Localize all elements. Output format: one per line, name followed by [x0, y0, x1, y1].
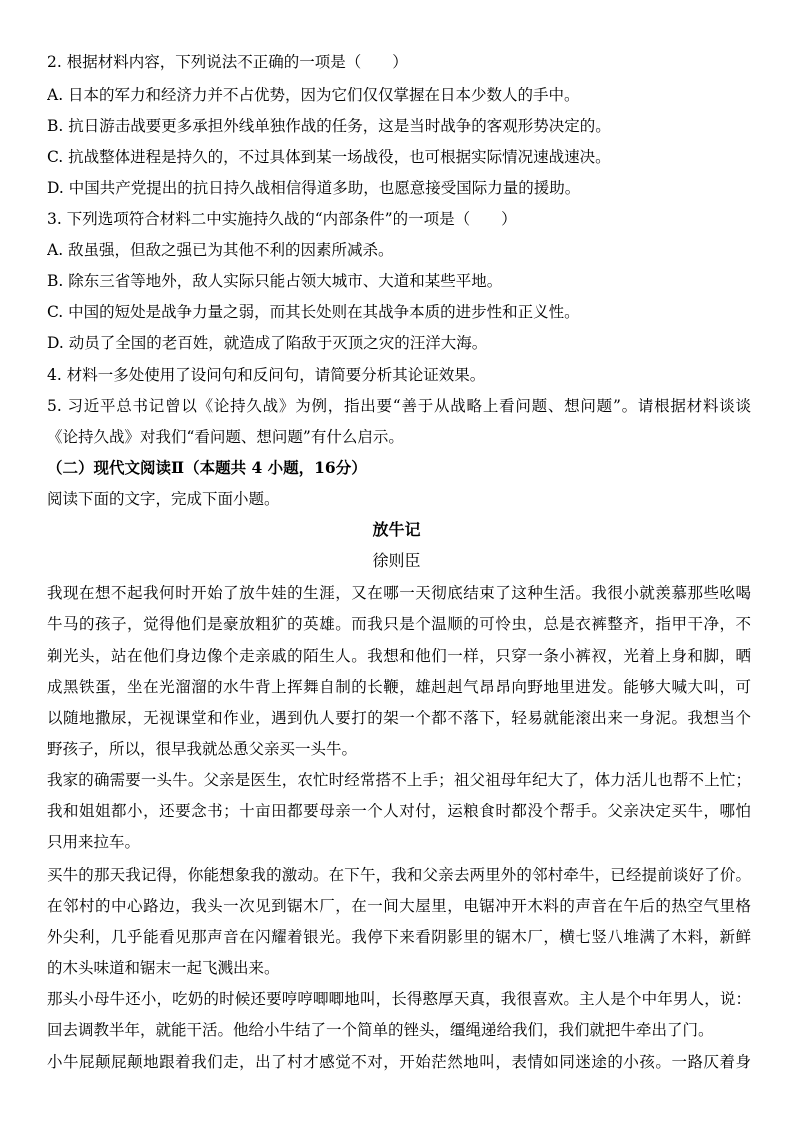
article-line: 只用来拉车。 — [47, 833, 141, 851]
article-line: 回去调教半年，就能干活。他给小牛结了一个简单的锉头，缰绳递给我们，我们就把牛牵出了门。 — [47, 1021, 714, 1039]
question-4: 4. 材料一多处使用了设问句和反问句，请简要分析其论证效果。 — [47, 366, 486, 384]
article-line: 我家的确需要一头牛。父亲是医生，农忙时经常搭不上手；祖父祖母年纪大了，体力活儿也帮不上忙； — [47, 771, 751, 789]
question-2-option-b: B. 抗日游击战要更多承担外线单独作战的任务，这是当时战争的客观形势决定的。 — [47, 117, 611, 135]
article-title: 放牛记 — [372, 520, 421, 539]
article-line: 小牛屁颠屁颠地跟着我们走，出了村才感觉不对，开始茫然地叫，表情如同迷途的小孩。一路仄着身 — [47, 1053, 751, 1071]
question-3-stem: 3. 下列选项符合材料二中实施持久战的“内部条件”的一项是（ ） — [47, 210, 517, 228]
article-line: 的木头味道和锯末一起飞溅出来。 — [47, 959, 280, 977]
section-heading: （二）现代文阅读Ⅱ（本题共 4 小题，16分） — [47, 458, 367, 477]
article-line: 我和姐姐都小，还要念书；十亩田都要母亲一个人对付，运粮食时都没个帮手。父亲决定买牛，哪怕 — [47, 802, 751, 820]
question-3-option-b: B. 除东三省等地外，敌人实际只能占领大城市、大道和某些平地。 — [47, 272, 503, 290]
article-line: 我现在想不起我何时开始了放牛娃的生涯，又在哪一天彻底结束了这种生活。我很小就羡慕那些吆喝 — [47, 584, 751, 602]
question-5-line-1: 5. 习近平总书记曾以《论持久战》为例，指出要“善于从战略上看问题、想问题”。请根据材料谈谈 — [47, 397, 751, 415]
article-author: 徐则臣 — [372, 551, 421, 570]
article-line: 买牛的那天我记得，你能想象我的激动。在下午，我和父亲去两里外的邻村牵牛，已经提前谈好了价。 — [47, 866, 751, 884]
question-3-option-d: D. 动员了全国的老百姓，就造成了陷敌于灭顶之灾的汪洋大海。 — [47, 334, 488, 352]
article-line: 牛马的孩子，觉得他们是豪放粗犷的英雄。而我只是个温顺的可怜虫，总是衣裤整齐，指甲干净，不 — [47, 615, 751, 633]
question-2-option-d: D. 中国共产党提出的抗日持久战相信得道多助，也愿意接受国际力量的援助。 — [47, 179, 581, 197]
article-line: 那头小母牛还小，吃奶的时候还要哼哼唧唧地叫，长得憨厚天真，我很喜欢。主人是个中年男人，说： — [47, 990, 751, 1008]
question-3-option-a: A. 敌虽强，但敌之强已为其他不利的因素所减杀。 — [47, 241, 394, 259]
question-3-option-c: C. 中国的短处是战争力量之弱，而其长处则在其战争本质的进步性和正义性。 — [47, 303, 580, 321]
question-2-option-a: A. 日本的军力和经济力并不占优势，因为它们仅仅掌握在日本少数人的手中。 — [47, 86, 580, 104]
section-instruction: 阅读下面的文字，完成下面小题。 — [47, 490, 280, 508]
article-line: 成黑铁蛋，坐在光溜溜的水牛背上挥舞自制的长鞭，雄赳赳气昂昂向野地里进发。能够大喊大叫，可 — [47, 678, 751, 696]
question-2-stem: 2. 根据材料内容，下列说法不正确的一项是（ ） — [47, 53, 408, 71]
article-line: 在邻村的中心路边，我头一次见到锯木厂，在一间大屋里，电锯冲开木料的声音在午后的热空气里格 — [47, 897, 751, 915]
article-line: 剃光头，站在他们身边像个走亲戚的陌生人。我想和他们一样，只穿一条小裤衩，光着上身和脚，晒 — [47, 647, 751, 665]
article-line: 以随地撒尿，无视课堂和作业，遇到仇人要打的架一个都不落下，轻易就能滚出来一身泥。我想当个 — [47, 709, 751, 727]
question-5-line-2: 《论持久战》对我们“看问题、想问题”有什么启示。 — [47, 428, 404, 446]
article-line: 外尖利，几乎能看见那声音在闪耀着银光。我停下来看阴影里的锯木厂，横七竖八堆满了木料，新鲜 — [47, 928, 751, 946]
question-2-option-c: C. 抗战整体进程是持久的，不过具体到某一场战役，也可根据实际情况速战速决。 — [47, 148, 611, 166]
article-line: 野孩子，所以，很早我就怂恿父亲买一头牛。 — [47, 740, 358, 758]
